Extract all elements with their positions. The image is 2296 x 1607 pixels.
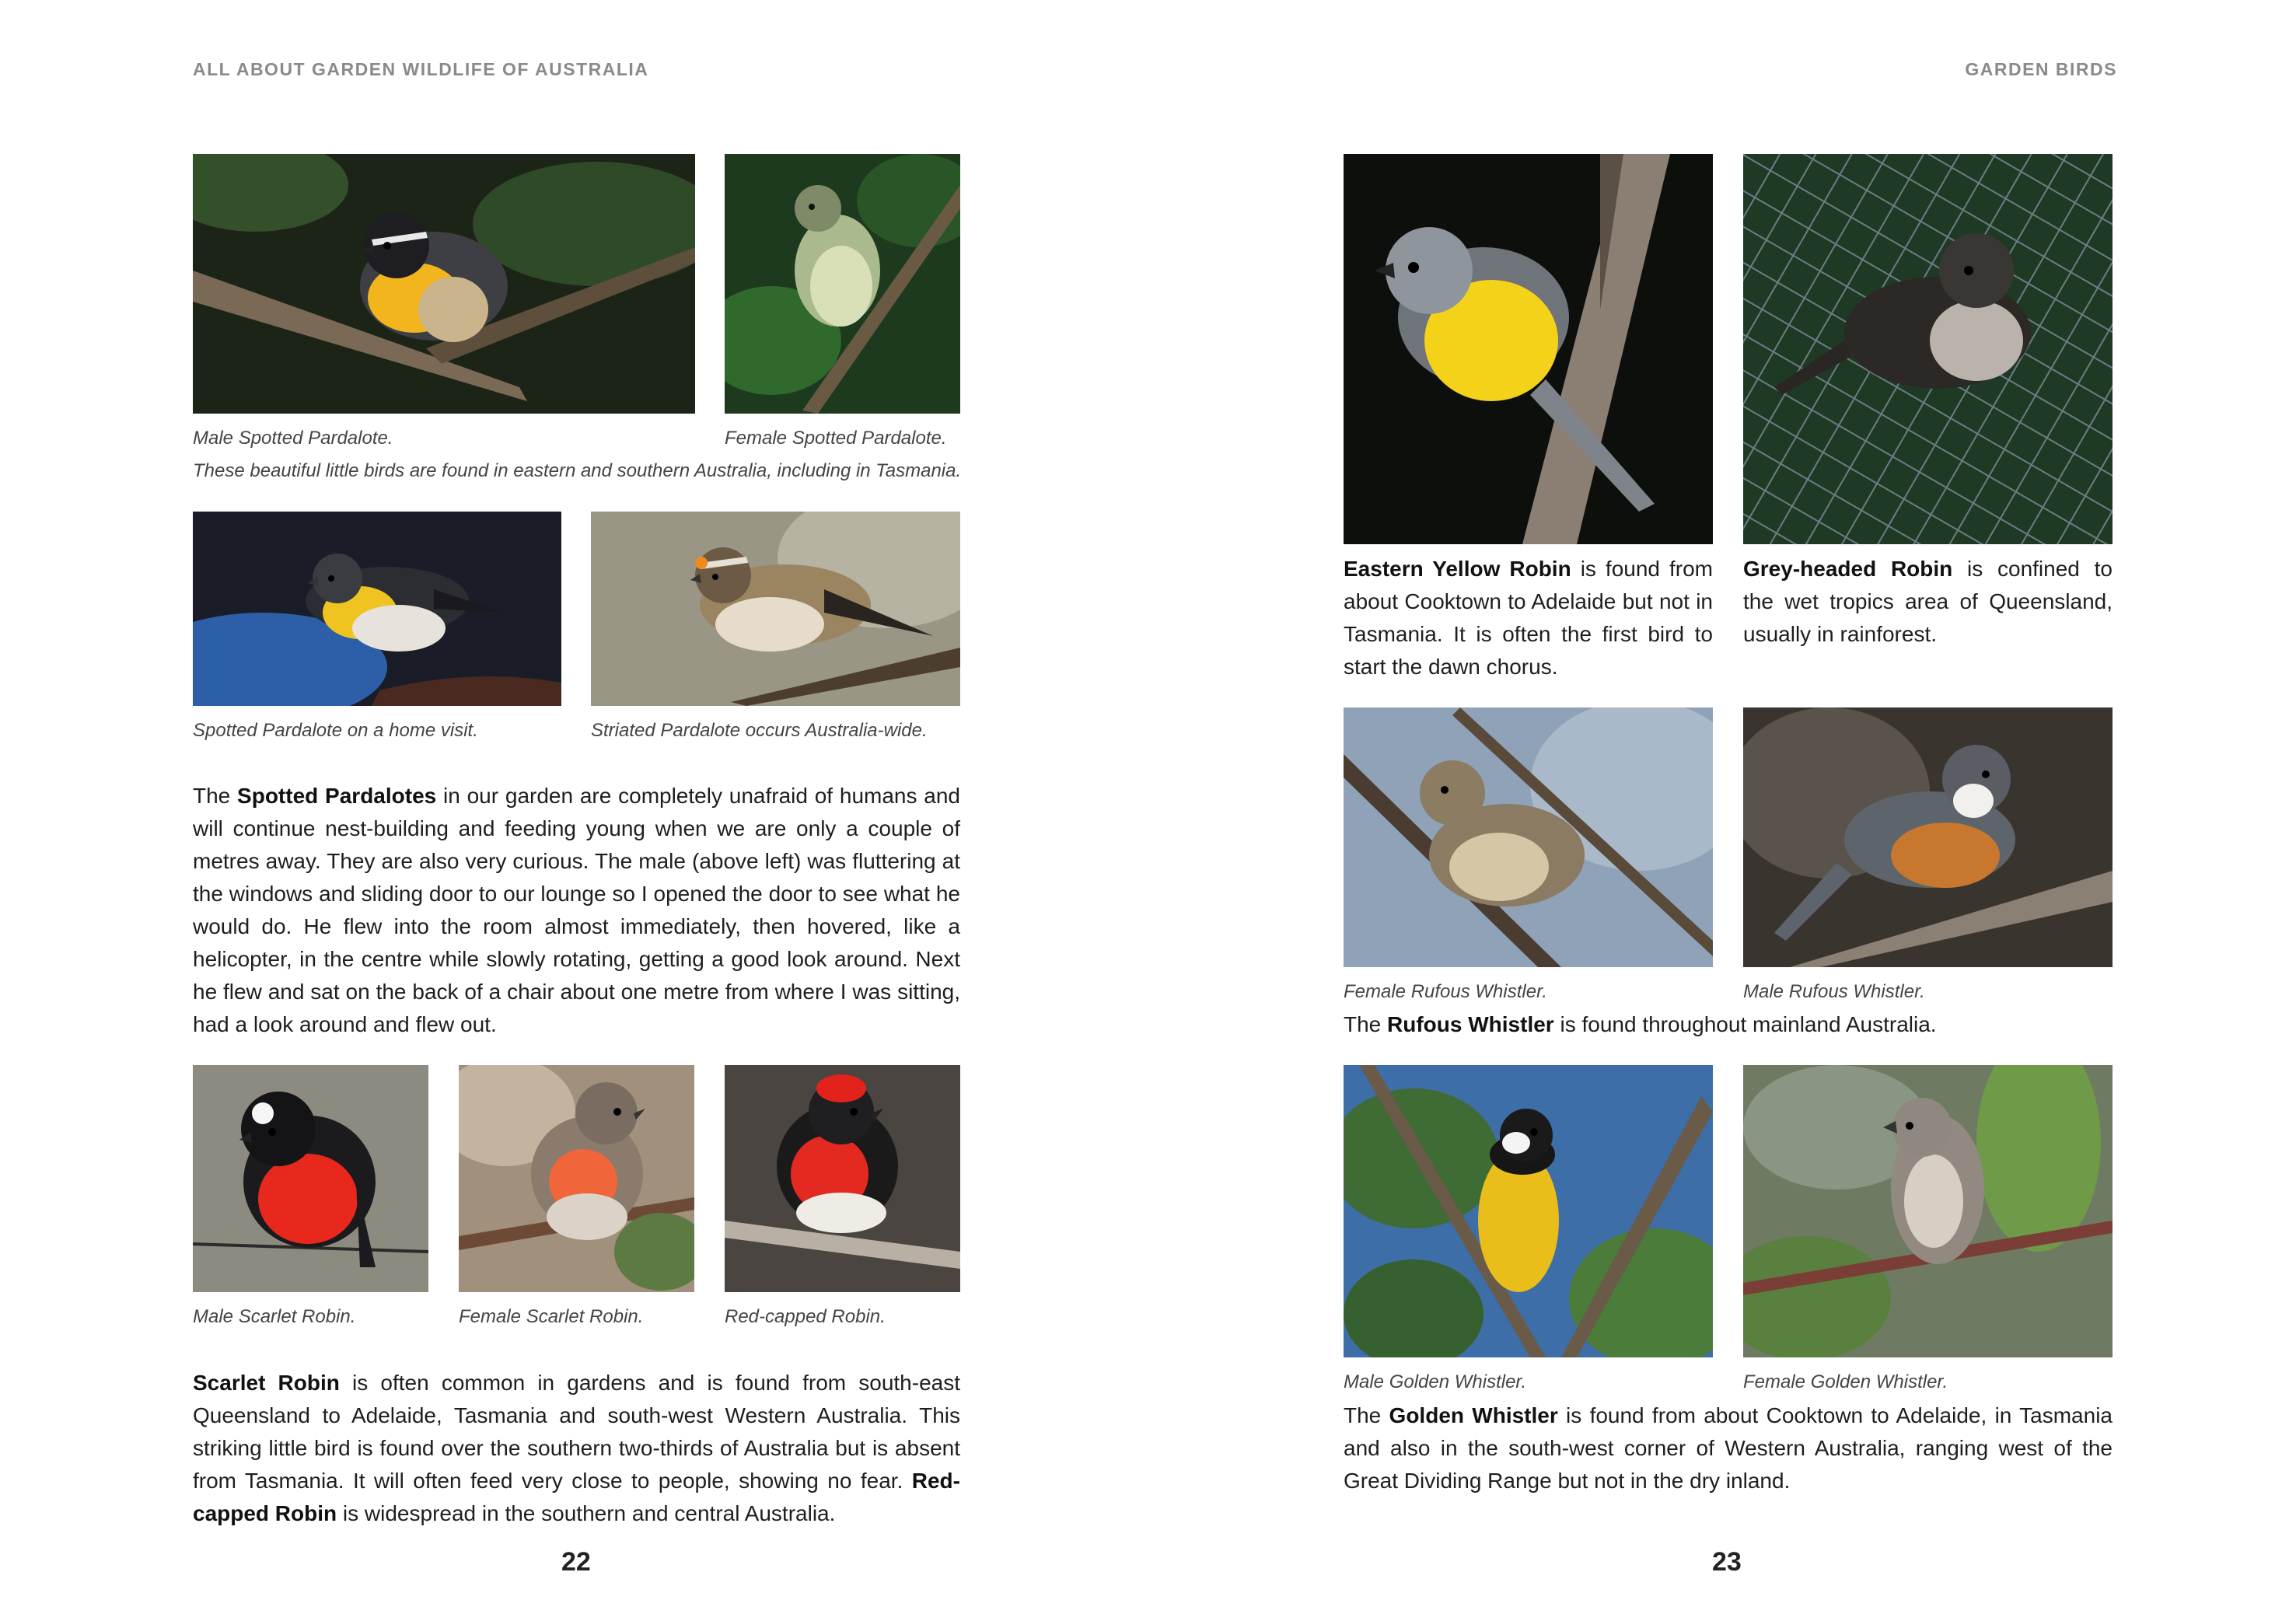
grey-headed-robin-photo [1743,154,2113,544]
caption-female-spotted-pardalote: Female Spotted Pardalote. [725,428,947,449]
eastern-yellow-robin-paragraph [1344,553,1713,683]
male-golden-whistler-photo [1344,1065,1713,1357]
pardalote-paragraph [193,780,960,1041]
golden-whistler-bold: Golden Whistler [1389,1403,1558,1427]
caption-male-golden-whistler: Male Golden Whistler. [1344,1371,1527,1392]
caption-red-capped-robin: Red-capped Robin. [725,1306,886,1327]
spotted-pardalote-home-visit-photo [193,512,561,706]
caption-pardalote-home-visit: Spotted Pardalote on a home visit. [193,720,478,741]
female-scarlet-robin-photo [459,1065,694,1292]
page-number-right: 23 [1712,1547,1742,1577]
paragraph-lead: The [1344,1403,1389,1427]
paragraph-lead: The [193,784,238,808]
female-spotted-pardalote-photo [725,154,960,414]
eastern-yellow-robin-photo [1344,154,1713,544]
female-rufous-whistler-photo [1344,707,1713,967]
paragraph-lead: The [1344,1012,1388,1036]
male-spotted-pardalote-photo [193,154,695,414]
golden-whistler-paragraph [1344,1399,2113,1497]
paragraph-text: is confined to the wet tropics area of Queensland, usually in rainforest. [1743,557,2113,646]
striated-pardalote-photo [591,512,960,706]
male-scarlet-robin-photo [193,1065,428,1292]
caption-male-rufous-whistler: Male Rufous Whistler. [1743,981,1925,1002]
paragraph-text: is found throughout mainland Australia. [1553,1012,1937,1036]
caption-male-scarlet-robin: Male Scarlet Robin. [193,1306,356,1327]
grey-headed-robin-paragraph [1743,553,2113,651]
caption-female-scarlet-robin: Female Scarlet Robin. [459,1306,644,1327]
grey-headed-robin-bold: Grey-headed Robin [1743,557,1953,581]
page-number-left: 22 [561,1547,591,1577]
eastern-yellow-robin-bold: Eastern Yellow Robin [1344,557,1571,581]
red-capped-robin-photo [725,1065,960,1292]
caption-male-spotted-pardalote: Male Spotted Pardalote. [193,428,393,449]
caption-striated-pardalote: Striated Pardalote occurs Australia-wide. [591,720,928,741]
paragraph-text: in our garden are completely unafraid of humans and will continue nest-building and feeding young when we are only a couple of metres away. They are also very curious. The male (above left) was fluttering at the windows and sliding door to our lounge so I opened the door to see what he would do. He flew into the room almost immediately, then hovered, like a helicopter, in the centre while slowly rotating, getting a good look around. Next he flew and sat on the back of a chair about one metre from where I was sitting, had a look around and flew out. [193,784,960,1036]
paragraph-text: is widespread in the southern and central Australia. [337,1501,836,1525]
paragraph-text: is often common in gardens and is found from south-east Queensland to Adelaide, Tasmania and south-west Western Australia. This striking little bird is found over the southern two-thirds of Australia but is absent from Tasmania. It will often feed very close to people, showing no fear. [193,1371,960,1493]
running-header-right: GARDEN BIRDS [1965,59,2117,79]
scarlet-robin-paragraph [193,1367,960,1530]
paragraph-text: is found from about Cooktown to Adelaide, in Tasmania and also in the south-west corner of Western Australia, ranging west of the Great Dividing Range but not in the dry inland. [1344,1403,2113,1493]
rufous-whistler-bold: Rufous Whistler [1387,1012,1554,1036]
scarlet-robin-bold: Scarlet Robin [193,1371,340,1395]
female-golden-whistler-photo [1743,1065,2113,1357]
rufous-whistler-paragraph [1344,1008,2113,1041]
running-header-left: ALL ABOUT GARDEN WILDLIFE OF AUSTRALIA [193,59,649,79]
red-capped-robin-bold: Red-capped Robin [193,1469,960,1525]
caption-female-golden-whistler: Female Golden Whistler. [1743,1371,1948,1392]
spotted-pardalotes-bold: Spotted Pardalotes [237,784,437,808]
caption-female-rufous-whistler: Female Rufous Whistler. [1344,981,1547,1002]
male-rufous-whistler-photo [1743,707,2113,967]
caption-pardalote-range: These beautiful little birds are found in eastern and southern Australia, including in Tasmania. [193,460,962,481]
paragraph-text: is found from about Cooktown to Adelaide but not in Tasmania. It is often the first bird to start the dawn chorus. [1344,557,1713,679]
